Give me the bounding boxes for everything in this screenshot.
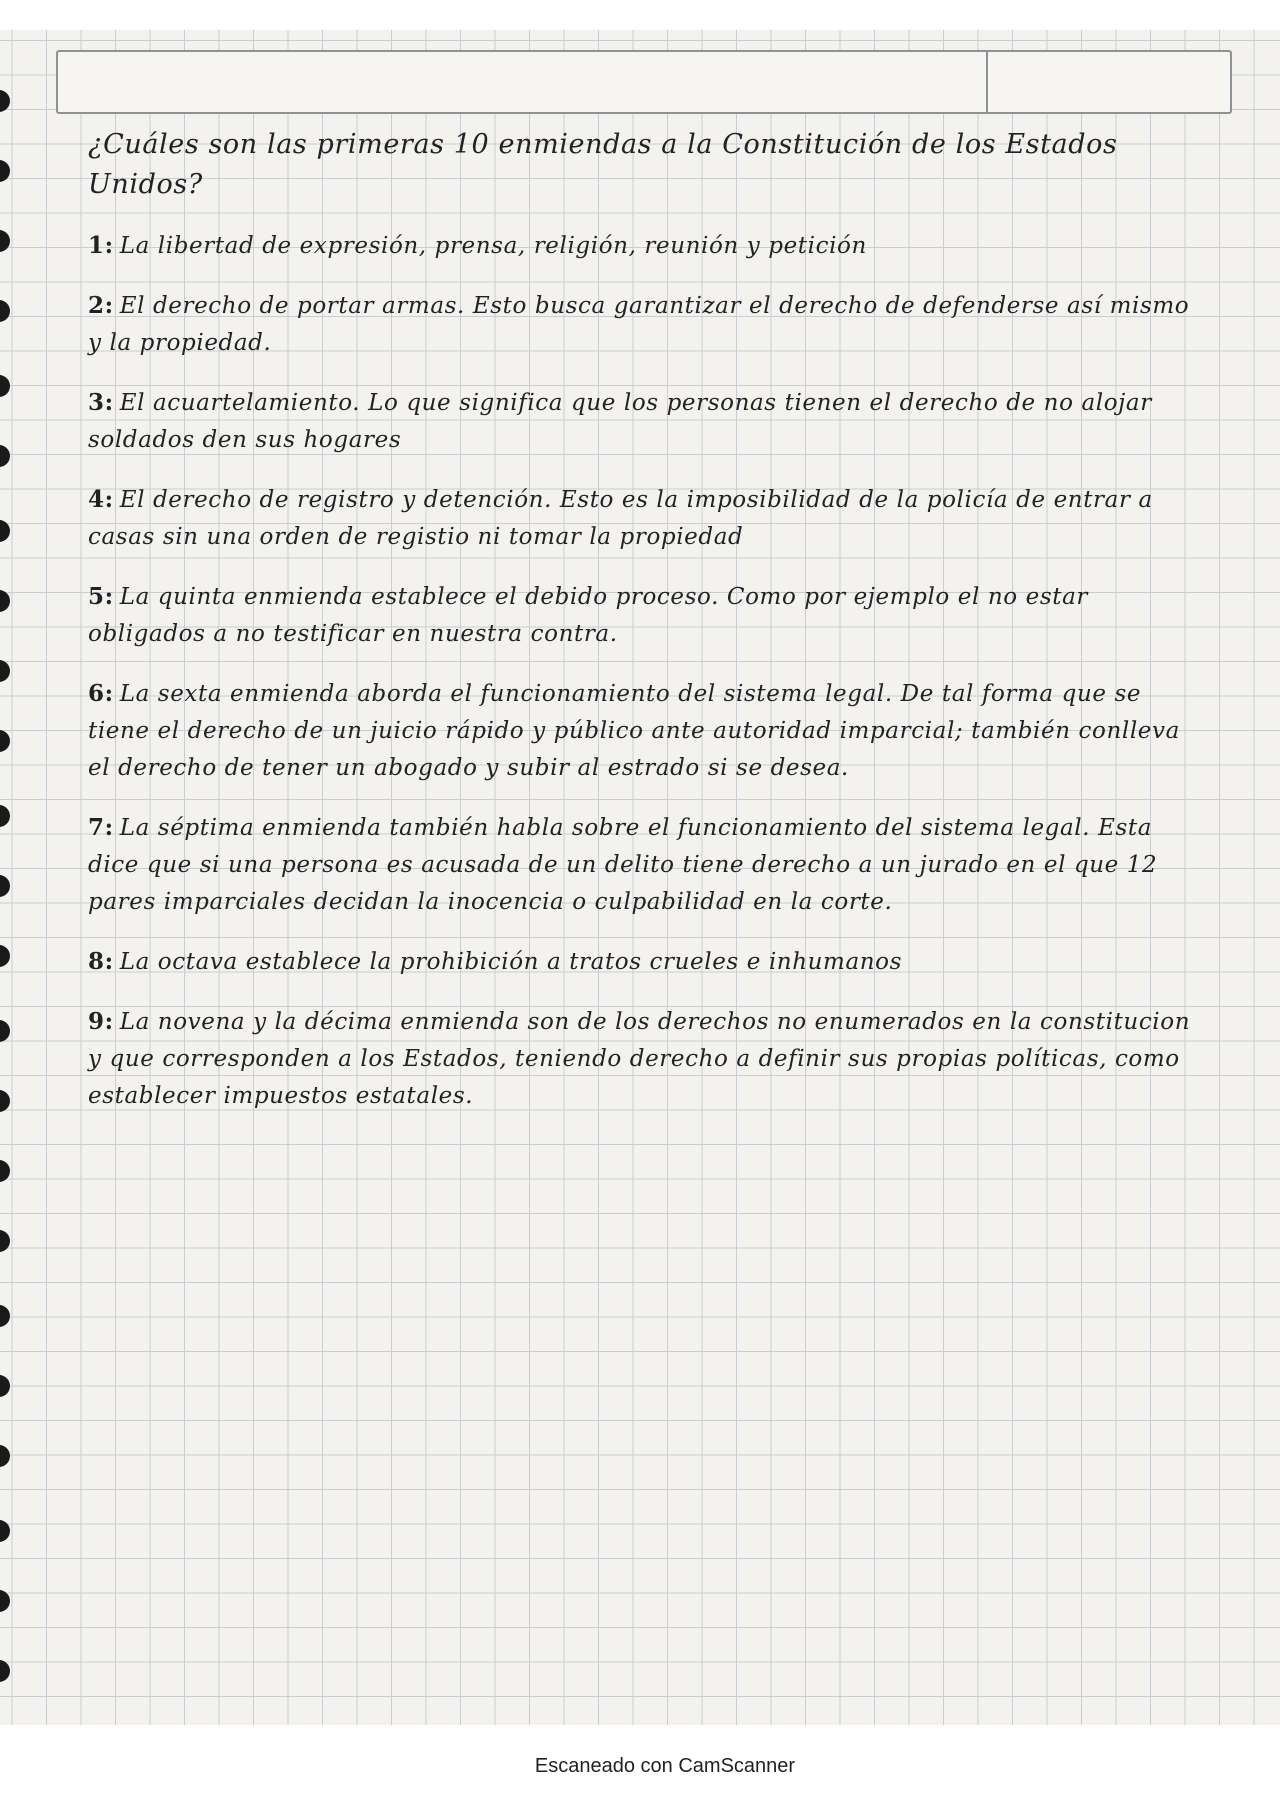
list-item	[88, 1003, 1208, 1115]
spiral-ring	[0, 520, 10, 542]
header-divider	[986, 52, 988, 112]
spiral-ring	[0, 1520, 10, 1542]
spiral-ring	[0, 805, 10, 827]
list-item	[88, 287, 1208, 362]
item-text: El derecho de portar armas. Esto busca garantizar el derecho de defenderse así mismo y la propiedad.	[88, 293, 1190, 356]
spiral-ring	[0, 1660, 10, 1682]
list-item	[88, 227, 1208, 265]
spiral-ring	[0, 90, 10, 112]
page-header-box	[56, 50, 1232, 114]
spiral-ring	[0, 1230, 10, 1252]
item-text: La quinta enmienda establece el debido proceso. Como por ejemplo el no estar obligados a no testificar en nuestra contra.	[88, 584, 1088, 647]
spiral-ring	[0, 1160, 10, 1182]
handwritten-notes	[88, 125, 1208, 1137]
item-number: 7:	[88, 814, 114, 841]
spiral-ring	[0, 1590, 10, 1612]
spiral-ring	[0, 160, 10, 182]
item-text: La octava establece la prohibición a tratos crueles e inhumanos	[119, 949, 903, 975]
spiral-ring	[0, 1090, 10, 1112]
spiral-ring	[0, 590, 10, 612]
item-number: 2:	[88, 292, 114, 319]
item-number: 9:	[88, 1008, 114, 1035]
item-number: 4:	[88, 486, 114, 513]
list-item	[88, 675, 1208, 787]
spiral-ring	[0, 875, 10, 897]
item-number: 6:	[88, 680, 114, 707]
list-item	[88, 809, 1208, 921]
item-text: El derecho de registro y detención. Esto es la imposibilidad de la policía de entrar a casas sin una orden de registio ni tomar la propiedad	[88, 487, 1153, 550]
spiral-ring	[0, 300, 10, 322]
spiral-ring	[0, 660, 10, 682]
list-item	[88, 943, 1208, 981]
list-item	[88, 384, 1208, 459]
item-text: La novena y la décima enmienda son de los derechos no enumerados en la constitucion y que corresponden a los Estados, teniendo derecho a definir sus propias políticas, como establecer impuestos estatales.	[88, 1009, 1191, 1109]
item-text: La libertad de expresión, prensa, religión, reunión y petición	[119, 233, 867, 259]
item-number: 3:	[88, 389, 114, 416]
spiral-ring	[0, 945, 10, 967]
item-number: 8:	[88, 948, 114, 975]
spiral-ring	[0, 1375, 10, 1397]
spiral-ring	[0, 1445, 10, 1467]
item-text: El acuartelamiento. Lo que significa que los personas tienen el derecho de no alojar soldados den sus hogares	[88, 390, 1152, 453]
item-number: 1:	[88, 232, 114, 259]
item-text: La séptima enmienda también habla sobre el funcionamiento del sistema legal. Esta dice que si una persona es acusada de un delito tiene derecho a un jurado en el que 12 pares imparciales decidan la inocencia o culpabilidad en la corte.	[88, 815, 1158, 915]
scanner-watermark: Escaneado con CamScanner	[534, 1755, 796, 1777]
question-heading: ¿Cuáles son las primeras 10 enmiendas a la Constitución de los Estados Unidos?	[88, 129, 1118, 200]
item-number: 5:	[88, 583, 114, 610]
item-text: La sexta enmienda aborda el funcionamiento del sistema legal. De tal forma que se tiene el derecho de un juicio rápido y público ante autoridad imparcial; también conlleva el derecho de tener un abogado y subir al estrado si se desea.	[88, 681, 1180, 781]
spiral-ring	[0, 1305, 10, 1327]
spiral-ring	[0, 445, 10, 467]
spiral-ring	[0, 375, 10, 397]
spiral-ring	[0, 730, 10, 752]
spiral-ring	[0, 230, 10, 252]
list-item	[88, 481, 1208, 556]
list-item	[88, 578, 1208, 653]
spiral-ring	[0, 1020, 10, 1042]
